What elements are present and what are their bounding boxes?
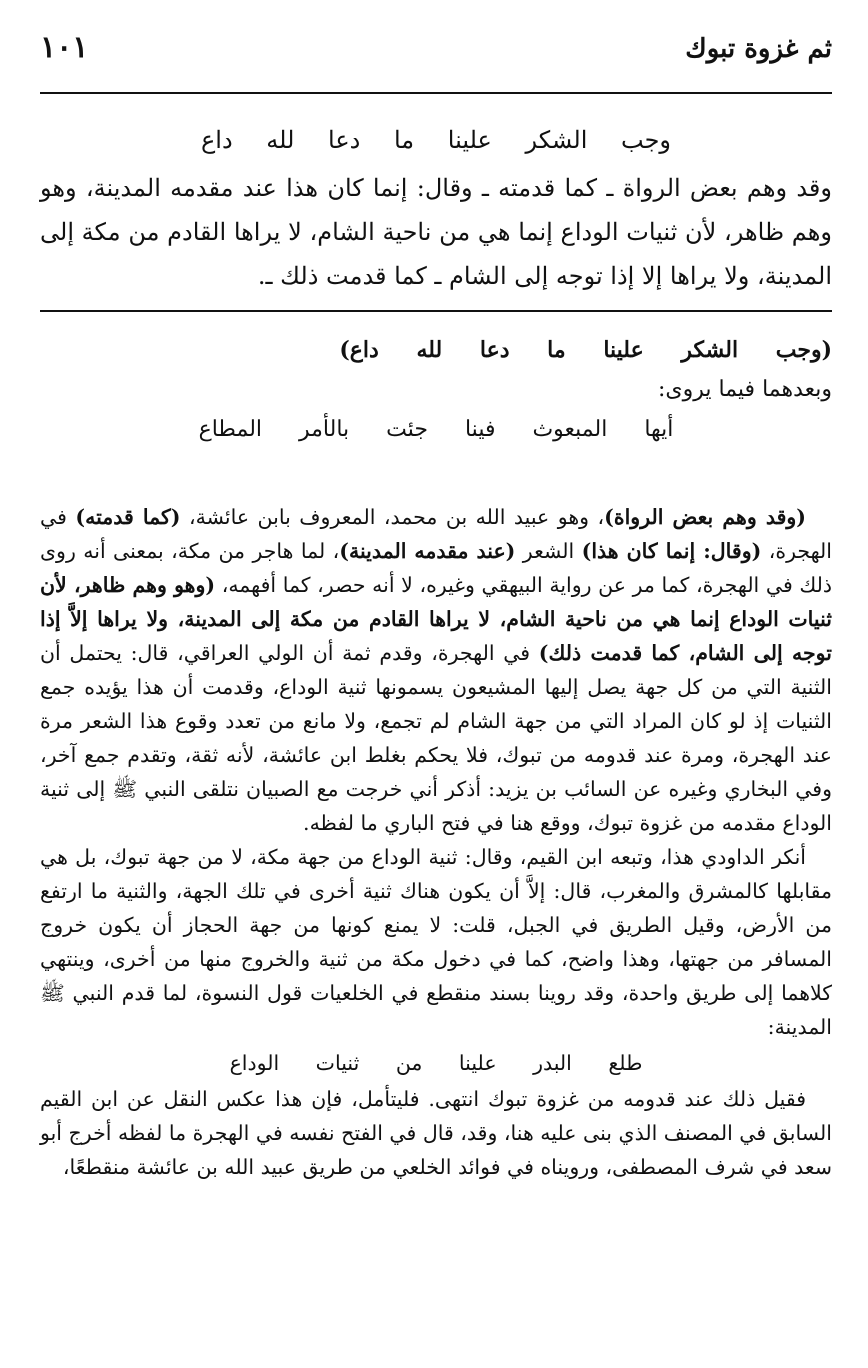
commentary-paragraph-1 [40,500,832,840]
main-verse: وجب الشكر علينا ما دعا لله داع [200,126,671,154]
commentary-text: ، وهو عبيد الله بن محمد، المعروف بابن عائشة، [180,505,605,529]
commentary-verse-2: أيها المبعوث فينا جئت بالأمر المطاع [198,417,674,442]
quoted-phrase: (عند مقدمه المدينة) [339,539,516,563]
commentary-paragraph-2: أنكر الداودي هذا، وتبعه ابن القيم، وقال: ثنية الوداع من جهة مكة، لا من جهة تبوك، بل هي مقابلها كالمشرق والمغرب، قال: إلاَّ أن يكون هناك ثنية أخرى في تلك الجهة، والثنية ما ارتفع من الأرض، وقيل الطريق في الجبل، قلت: لا يمنع كونها من جهة الحجاز أن يكون خروج المسافر من جهتها، وهذا واضح، كما في دخول مكة من ثنية والخروج منها من أخرى، وينتهي كلاهما إلى طريق واحدة، وقد روينا بسند منقطع في الخلعيات قول النسوة، لما قدم النبي ﷺ المدينة: [40,845,832,1039]
commentary-verse-1: (وجب الشكر علينا ما دعا لله داع) [339,337,832,363]
commentary-text: الشعر [515,539,582,563]
quoted-phrase: (وقد وهم بعض الرواة) [604,505,807,529]
header-divider [40,92,832,94]
quoted-phrase: (كما قدمته) [75,505,181,529]
commentary-block [40,500,832,1184]
quoted-phrase: (وقال: إنما كان هذا) [581,539,762,563]
running-title: ثم غزوة تبوك [685,34,832,64]
main-paragraph: وقد وهم بعض الرواة ـ كما قدمته ـ وقال: إنما كان هذا عند مقدمه المدينة، وهو وهم ظاهر، لأن ثنيات الوداع إنما هي من ناحية الشام، لا يراها القادم من مكة إلى المدينة، ولا يراها إلا إذا توجه إلى الشام ـ كما قدمت ذلك ـ. [40,174,832,290]
commentary-paragraph-3: فقيل ذلك عند قدومه من غزوة تبوك انتهى. فليتأمل، فإن هذا عكس النقل عن ابن القيم السابق في المصنف الذي بنى عليه هنا، وقد، قال في الفتح نفسه في الهجرة ما لفظه أخرج أبو سعد في شرف المصطفى، ورويناه في فوائد الخلعي من طريق عبيد الله بن عائشة منقطعًا، [40,1087,832,1179]
page-header [40,30,832,76]
main-text-block [40,118,832,298]
page-number: ١٠١ [40,30,89,65]
commentary-intro: وبعدهما فيما يروى: [657,377,832,402]
commentary-text: في الهجرة، [40,505,833,563]
quoted-phrase: (وهو وهم ظاهر، لأن ثنيات الوداع إنما هي من ناحية الشام، لا يراها القادم من مكة إلى المدينة، ولا يراها إلاَّ إذا توجه إلى الشام، كما قدمت ذلك) [40,573,832,665]
commentary-verse-3: طلع البدر علينا من ثنيات الوداع [229,1051,643,1075]
commentary-text: ، لما هاجر من مكة، بمعنى أنه روى ذلك في الهجرة، كما مر عن رواية البيهقي وغيره، لا أنه حصر، كما أفهمه، [40,539,833,597]
commentary-divider [40,310,832,312]
commentary-verses [40,330,832,450]
commentary-text: في الهجرة، وقدم ثمة أن الولي العراقي، قال: يحتمل أن الثنية التي من كل جهة يصل إليها المشيعون يسمونها ثنية الوداع، وقدمت أن هذا يؤيده جمع الثنيات إذ لو كان المراد التي من جهة الشام لم تجمع، ولا مانع من تعدد وقوع هذا الشعر مرة عند الهجرة، ومرة عند قدومه من تبوك، فلا يحكم بغلط ابن عائشة، لأنه ثقة، وتقدم جمع آخر، وفي البخاري وغيره عن السائب بن يزيد: أذكر أني خرجت مع الصبيان نتلقى النبي ﷺ إلى ثنية الوداع مقدمه من غزوة تبوك، ووقع هنا في فتح الباري ما لفظه. [40,641,832,835]
